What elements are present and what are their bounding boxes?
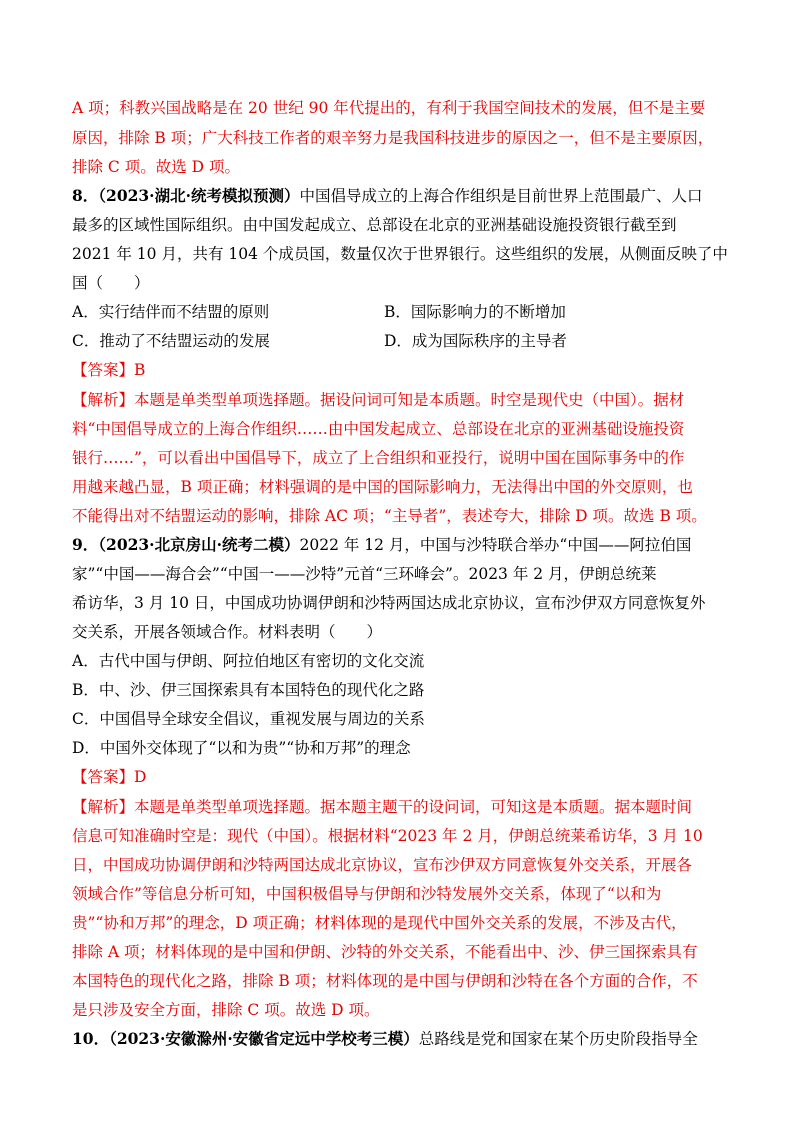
question-9-analysis-line-1: 【解析】本题是单类型单项选择题。据本题主题干的设问词，可知这是本质题。据本题时间: [72, 798, 693, 816]
question-8-analysis-line-4: 用越来越凸显，B 项正确；材料强调的是中国的国际影响力，无法得出中国的外交原则，也: [72, 478, 693, 496]
question-source: （2023·安徽滁州·安徽省定远中学校考三模）: [109, 1029, 419, 1048]
question-9-option-d: D．中国外交体现了“以和为贵”“协和万邦”的理念: [72, 739, 411, 757]
question-9-analysis-line-3: 日，中国成功协调伊朗和沙特两国达成北京协议，宣布沙伊双方同意恢复外交关系，开展各: [72, 856, 693, 874]
question-8-analysis-line-1: 【解析】本题是单类型单项选择题。据设问词可知是本质题。时空是现代史（中国）。据材: [72, 391, 685, 409]
question-number: 10．: [72, 1029, 110, 1048]
question-source: （2023·湖北·统考模拟预测）: [98, 186, 300, 205]
question-stem-text: 2022 年 12 月，中国与沙特联合举办“中国——阿拉伯国: [299, 536, 692, 554]
question-9-option-c: C．中国倡导全球安全倡议，重视发展与周边的关系: [72, 710, 425, 728]
question-8-option-d: D．成为国际秩序的主导者: [384, 332, 567, 350]
question-9-option-a: A．古代中国与伊朗、阿拉伯地区有密切的文化交流: [72, 652, 425, 670]
prev-analysis-line-3: 排除 C 项。故选 D 项。: [72, 158, 240, 176]
question-9-analysis-line-7: 本国特色的现代化之路，排除 B 项；材料体现的是中国与伊朗和沙特在各个方面的合作，不: [72, 972, 698, 990]
question-8-stem-line-4: 国（ ）: [72, 274, 150, 292]
prev-analysis-line-1: A 项；科教兴国战略是在 20 世纪 90 年代提出的，有利于我国空间技术的发展，但不是主要: [72, 99, 706, 117]
question-8-analysis-line-2: 料“中国倡导成立的上海合作组织……由中国发起成立、总部设在北京的亚洲基础设施投资: [72, 420, 685, 438]
question-9-stem-line-1: [72, 535, 691, 555]
question-8-option-c: C．推动了不结盟运动的发展: [72, 332, 270, 350]
question-9-stem-line-4: 交关系，开展各领域合作。材料表明（ ）: [72, 623, 383, 641]
question-number: 8．: [72, 186, 99, 205]
question-8-answer: 【答案】B: [72, 361, 146, 379]
question-8-stem-line-1: [72, 186, 703, 206]
question-9-analysis-line-5: 贵”“协和万邦”的理念，D 项正确；材料体现的是现代中国外交关系的发展，不涉及古代，: [72, 914, 687, 932]
prev-analysis-line-2: 原因，排除 B 项；广大科技工作者的艰辛努力是我国科技进步的原因之一，但不是主要原因，: [72, 129, 714, 147]
question-9-analysis-line-2: 信息可知准确时空是：现代（中国）。根据材料“2023 年 2 月，伊朗总统莱希访华，3 月 10: [72, 827, 703, 845]
question-10-stem-line-1: [72, 1029, 698, 1049]
question-9-stem-line-2: 家”“中国——海合会”“中国一——沙特”元首“三环峰会”。2023 年 2 月，伊朗总统莱: [72, 565, 657, 583]
question-8-analysis-line-3: 银行……”，可以看出中国倡导下，成立了上合组织和亚投行，说明中国在国际事务中的作: [72, 449, 685, 467]
question-8-option-b: B．国际影响力的不断增加: [384, 303, 566, 321]
question-9-answer: 【答案】D: [72, 768, 147, 786]
question-8-analysis-line-5: 不能得出对不结盟运动的影响，排除 AC 项；“主导者”，表述夸大，排除 D 项。故选 B 项。: [72, 507, 707, 525]
question-8-stem-line-3: 2021 年 10 月，共有 104 个成员国，数量仅次于世界银行。这些组织的发展，从侧面反映了中: [72, 245, 728, 263]
question-9-option-b: B．中、沙、伊三国探索具有本国特色的现代化之路: [72, 681, 425, 699]
question-8-stem-line-2: 最多的区域性国际组织。由中国发起成立、总部设在北京的亚洲基础设施投资银行截至到: [72, 216, 677, 234]
question-number: 9．: [72, 535, 99, 554]
question-9-analysis-line-4: 领域合作”等信息分析可知，中国积极倡导与伊朗和沙特发展外交关系，体现了“以和为: [72, 885, 662, 903]
question-9-analysis-line-6: 排除 A 项；材料体现的是中国和伊朗、沙特的外交关系，不能看出中、沙、伊三国探索具有: [72, 943, 698, 961]
question-8-option-a: A．实行结伴而不结盟的原则: [72, 303, 270, 321]
question-9-stem-line-3: 希访华，3 月 10 日，中国成功协调伊朗和沙特两国达成北京协议，宣布沙伊双方同意恢复外: [72, 594, 706, 612]
question-source: （2023·北京房山·统考二模）: [98, 535, 300, 554]
question-stem-text: 中国倡导成立的上海合作组织是目前世界上范围最广、人口: [299, 187, 703, 205]
question-stem-text: 总路线是党和国家在某个历史阶段指导全: [418, 1030, 698, 1048]
question-9-analysis-line-8: 是只涉及安全方面，排除 C 项。故选 D 项。: [72, 1001, 380, 1019]
